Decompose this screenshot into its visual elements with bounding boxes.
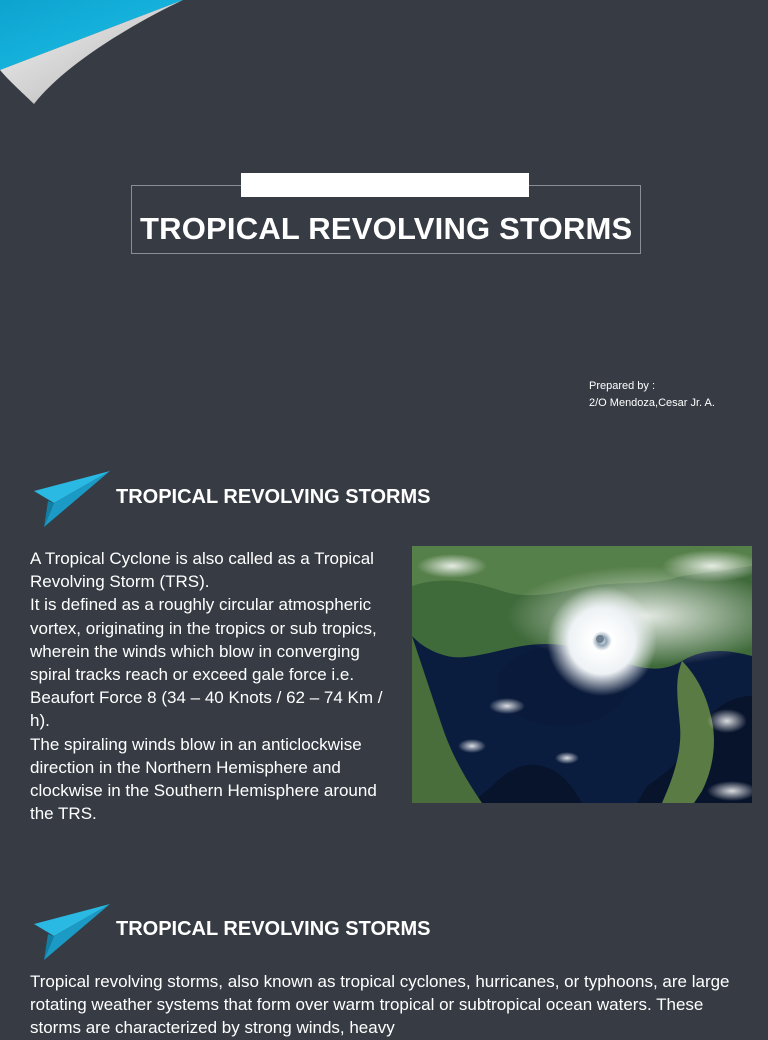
hurricane-satellite-image	[412, 546, 752, 803]
paragraph: The spiraling winds blow in an anticlockwise direction in the Northern Hemisphere and clockwise in the Southern Hemisphere around the TRS.	[30, 734, 377, 824]
page-curl-icon	[0, 0, 190, 110]
overview-text: Tropical revolving storms, also known as tropical cyclones, hurricanes, or typhoons, are large rotating weather systems that form over warm tropical or subtropical ocean waters. These storms are characterized by strong winds, heavy	[30, 972, 730, 1038]
paragraph: A Tropical Cyclone is also called as a Tropical Revolving Storm (TRS).	[30, 549, 374, 592]
prepared-by-label: Prepared by :	[589, 380, 656, 392]
prepared-by-block	[589, 378, 715, 412]
section-heading: TROPICAL REVOLVING STORMS	[116, 486, 431, 508]
paper-plane-icon	[34, 904, 110, 960]
paragraph: It is defined as a roughly circular atmospheric vortex, originating in the tropics or sub tropics, wherein the winds which blow in converging spiral tracks reach or exceed gale force i.e. Beaufort Force 8 (34 – 40 Knots / 62 – 74 Km / h).	[30, 595, 383, 731]
paper-plane-icon	[34, 471, 110, 527]
page-title: TROPICAL REVOLVING STORMS	[140, 211, 633, 246]
section-heading: TROPICAL REVOLVING STORMS	[116, 918, 431, 940]
title-accent-bar	[241, 173, 529, 197]
definition-text	[30, 547, 405, 825]
author-name: 2/O Mendoza,Cesar Jr. A.	[589, 397, 715, 409]
